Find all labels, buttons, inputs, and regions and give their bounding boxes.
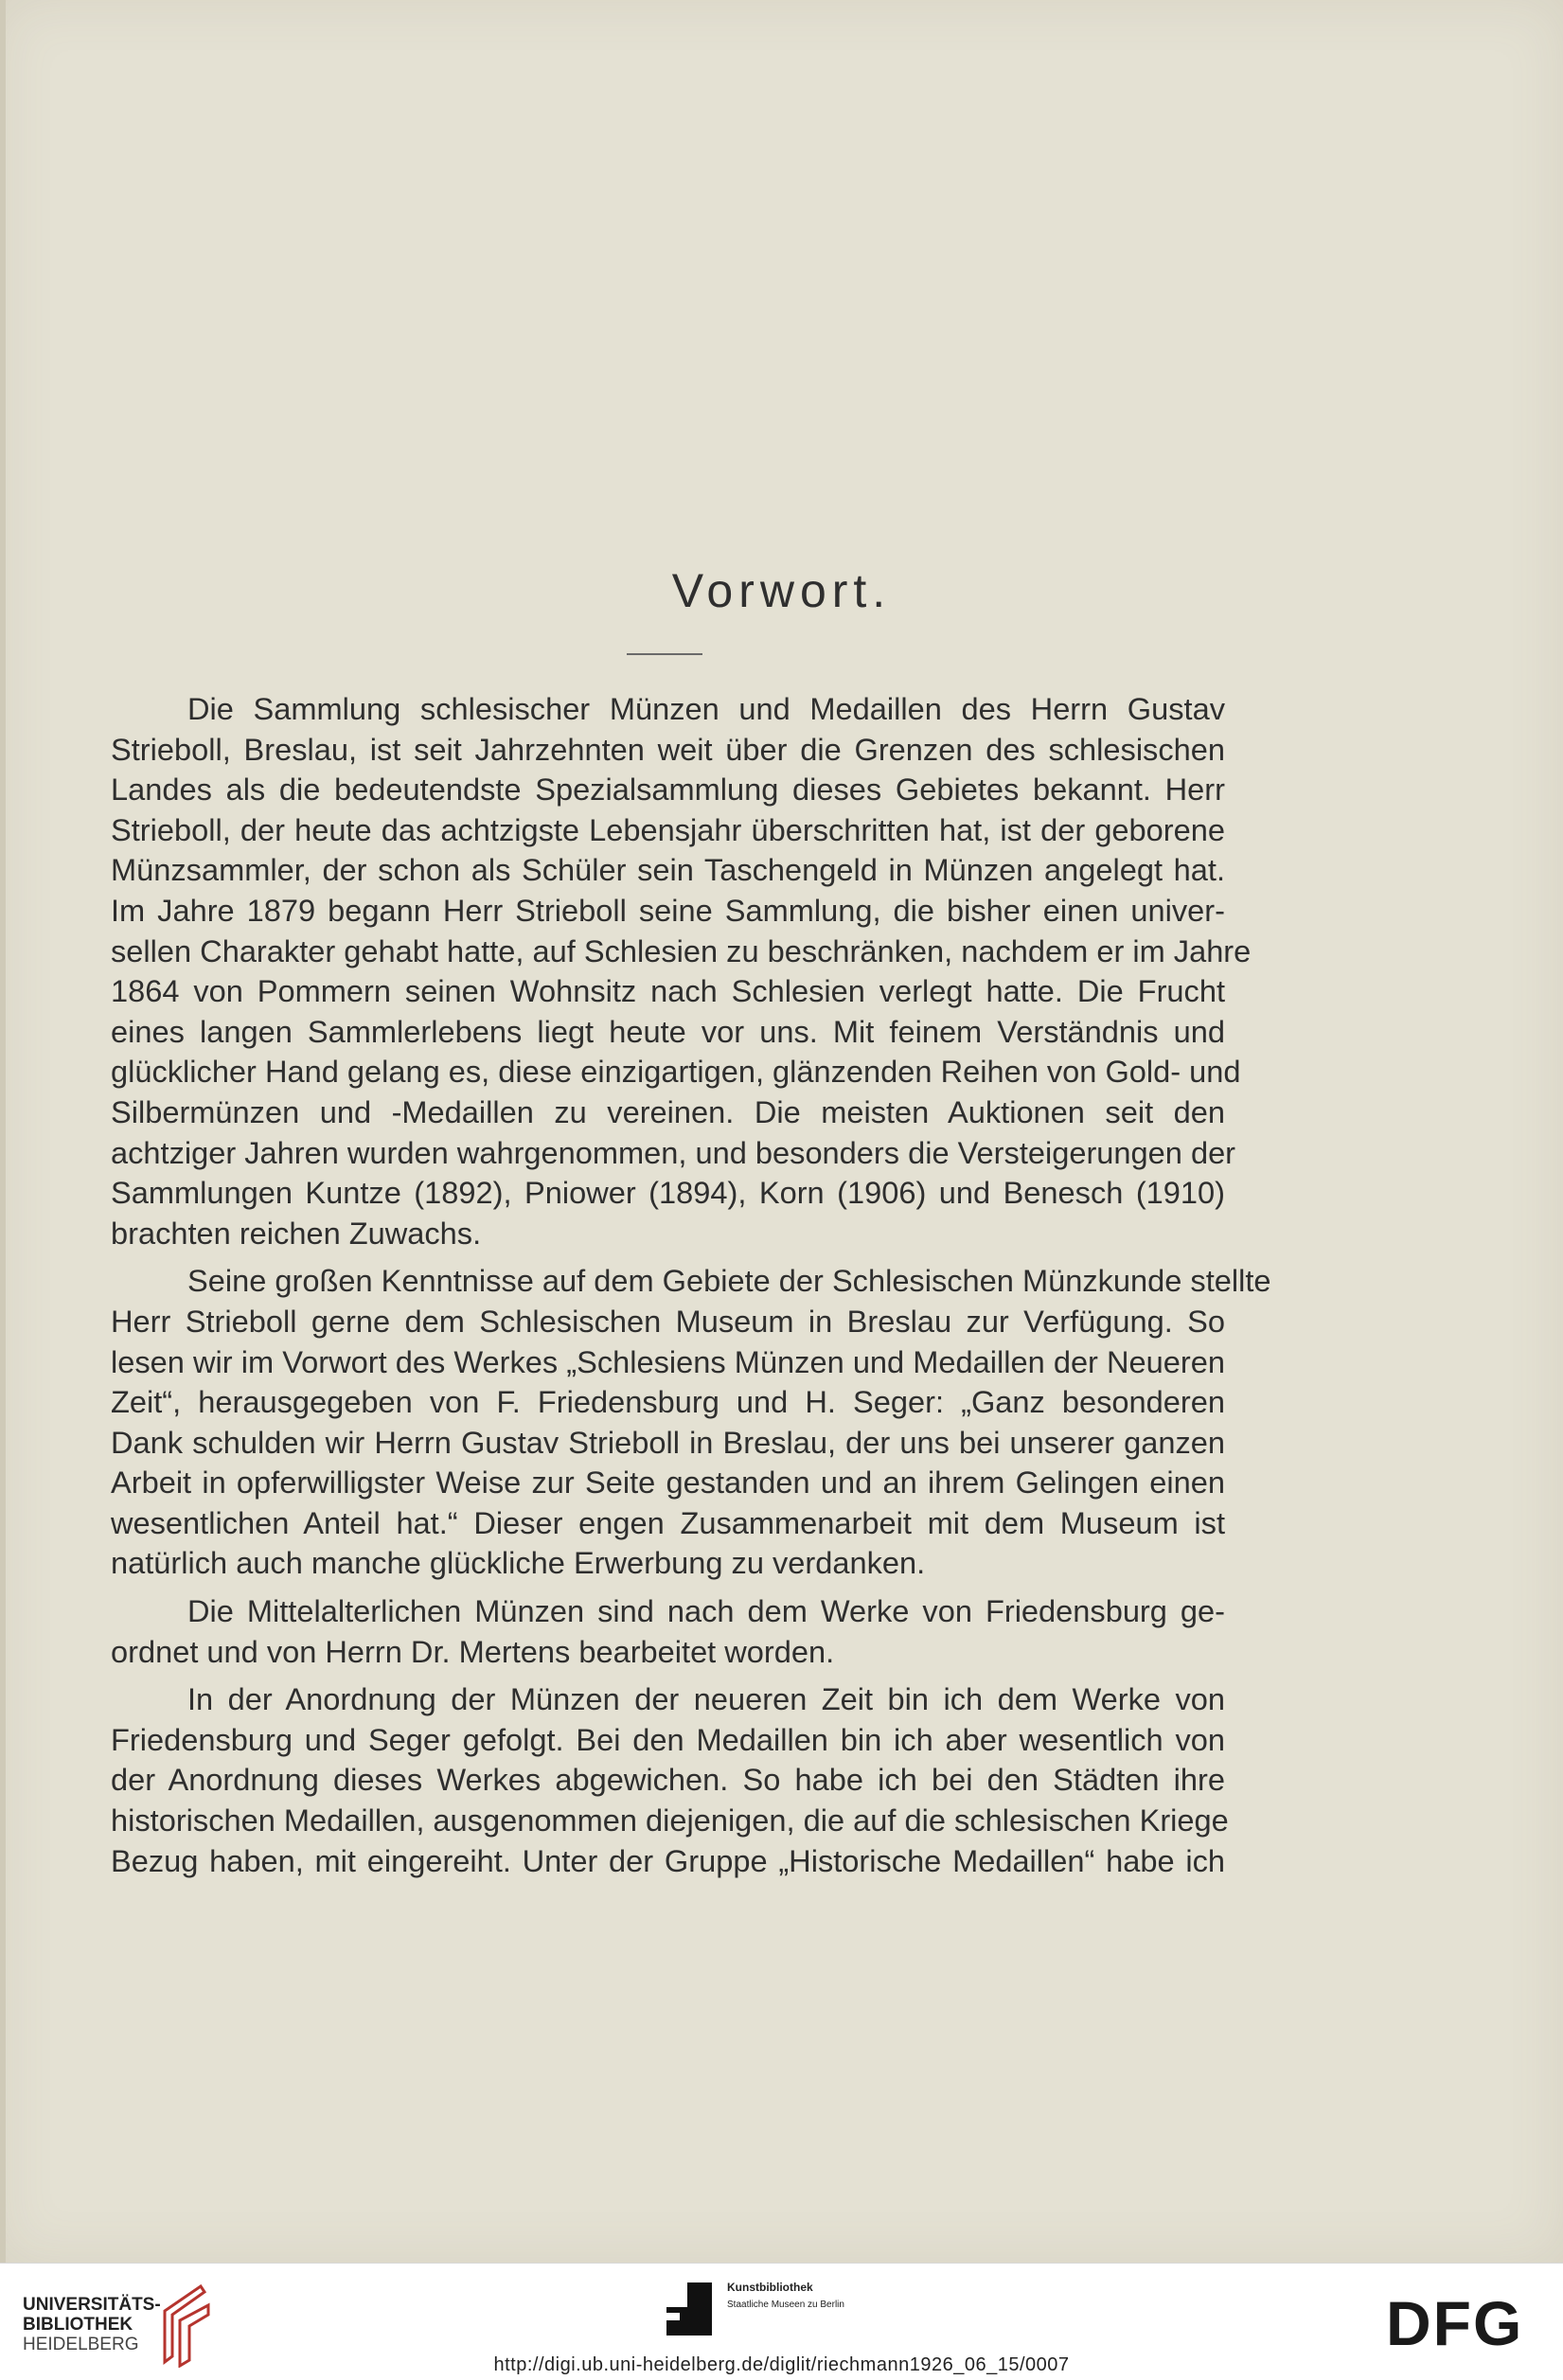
title-divider: [627, 653, 702, 655]
digitization-footer: [0, 2263, 1563, 2380]
ub-line-2: BIBLIOTHEK: [23, 2315, 133, 2335]
text-line: Strieboll, Breslau, ist seit Jahrzehnten weit über die Grenzen des schlesischen: [111, 731, 1225, 767]
text-line: Im Jahre 1879 begann Herr Strieboll seine Sammlung, die bisher einen univer-: [111, 892, 1225, 928]
text-line: natürlich auch manche glückliche Erwerbung zu verdanken.: [111, 1545, 926, 1581]
text-line: historischen Medaillen, ausgenommen diejenigen, die auf die schlesischen Kriege: [111, 1803, 1229, 1838]
text-line: Seine großen Kenntnisse auf dem Gebiete der Schlesischen Münzkunde stellte: [187, 1263, 1271, 1299]
kunstbibliothek-logo-icon[interactable]: [663, 2281, 716, 2337]
kunstbibliothek-wordmark[interactable]: [727, 2281, 844, 2310]
kb-subtitle: Staatliche Museen zu Berlin: [727, 2300, 844, 2310]
text-line: Dank schulden wir Herrn Gustav Strieboll in Breslau, der uns bei unserer ganzen: [111, 1424, 1225, 1460]
text-line: eines langen Sammlerlebens liegt heute vor uns. Mit feinem Verständnis und: [111, 1013, 1225, 1049]
text-line: Die Mittelalterlichen Münzen sind nach dem Werke von Friedensburg ge-: [187, 1593, 1225, 1629]
text-line: achtziger Jahren wurden wahrgenommen, und besonders die Versteigerungen der: [111, 1134, 1236, 1170]
text-line: Zeit“, herausgegeben von F. Friedensburg und H. Seger: „Ganz besonderen: [111, 1384, 1225, 1420]
text-line: Bezug haben, mit eingereiht. Unter der Gruppe „Historische Medaillen“ habe ich: [111, 1842, 1225, 1878]
text-line: wesentlichen Anteil hat.“ Dieser engen Zusammenarbeit mit dem Museum ist: [111, 1504, 1225, 1540]
text-line: brachten reichen Zuwachs.: [111, 1215, 482, 1251]
text-line: Herr Strieboll gerne dem Schlesischen Museum in Breslau zur Verfügung. So: [111, 1303, 1225, 1339]
text-line: In der Anordnung der Münzen der neueren Zeit bin ich dem Werke von: [187, 1681, 1225, 1717]
dfg-logo[interactable]: DFG: [1386, 2288, 1524, 2358]
text-line: glücklicher Hand gelang es, diese einzigartigen, glänzenden Reihen von Gold- und: [111, 1054, 1241, 1090]
text-line: Die Sammlung schlesischer Münzen und Medaillen des Herrn Gustav: [187, 691, 1225, 726]
text-line: sellen Charakter gehabt hatte, auf Schlesien zu beschränken, nachdem er im Jahre: [111, 932, 1252, 968]
page-title: Vorwort.: [671, 564, 892, 617]
text-line: Sammlungen Kuntze (1892), Pniower (1894), Korn (1906) und Benesch (1910): [111, 1175, 1225, 1211]
text-line: ordnet und von Herrn Dr. Mertens bearbeitet worden.: [111, 1633, 835, 1669]
text-line: 1864 von Pommern seinen Wohnsitz nach Schlesien verlegt hatte. Die Frucht: [111, 973, 1225, 1009]
text-line: der Anordnung dieses Werkes abgewichen. So habe ich bei den Städten ihre: [111, 1762, 1225, 1798]
kb-title: Kunstbibliothek: [727, 2281, 813, 2294]
text-line: Münzsammler, der schon als Schüler sein Taschengeld in Münzen angelegt hat.: [111, 852, 1225, 888]
text-line: Landes als die bedeutendste Spezialsammlung dieses Gebietes bekannt. Herr: [111, 772, 1225, 808]
ub-line-1: UNIVERSITÄTS-: [23, 2295, 161, 2315]
permalink-url[interactable]: http://digi.ub.uni-heidelberg.de/diglit/riechmann1926_06_15/0007: [493, 2354, 1070, 2375]
ub-line-3: HEIDELBERG: [23, 2335, 139, 2354]
text-line: lesen wir im Vorwort des Werkes „Schlesiens Münzen und Medaillen der Neueren: [111, 1343, 1225, 1379]
text-line: Arbeit in opferwilligster Weise zur Seite gestanden und an ihrem Gelingen einen: [111, 1465, 1225, 1501]
ub-heidelberg-wordmark[interactable]: [23, 2295, 161, 2354]
text-line: Strieboll, der heute das achtzigste Lebensjahr überschritten hat, ist der geborene: [111, 811, 1225, 847]
page-edge-shadow: [0, 0, 6, 2263]
text-line: Friedensburg und Seger gefolgt. Bei den Medaillen bin ich aber wesentlich von: [111, 1721, 1225, 1757]
text-line: Silbermünzen und -Medaillen zu vereinen. Die meisten Auktionen seit den: [111, 1093, 1225, 1129]
body-text: [111, 689, 1271, 1881]
